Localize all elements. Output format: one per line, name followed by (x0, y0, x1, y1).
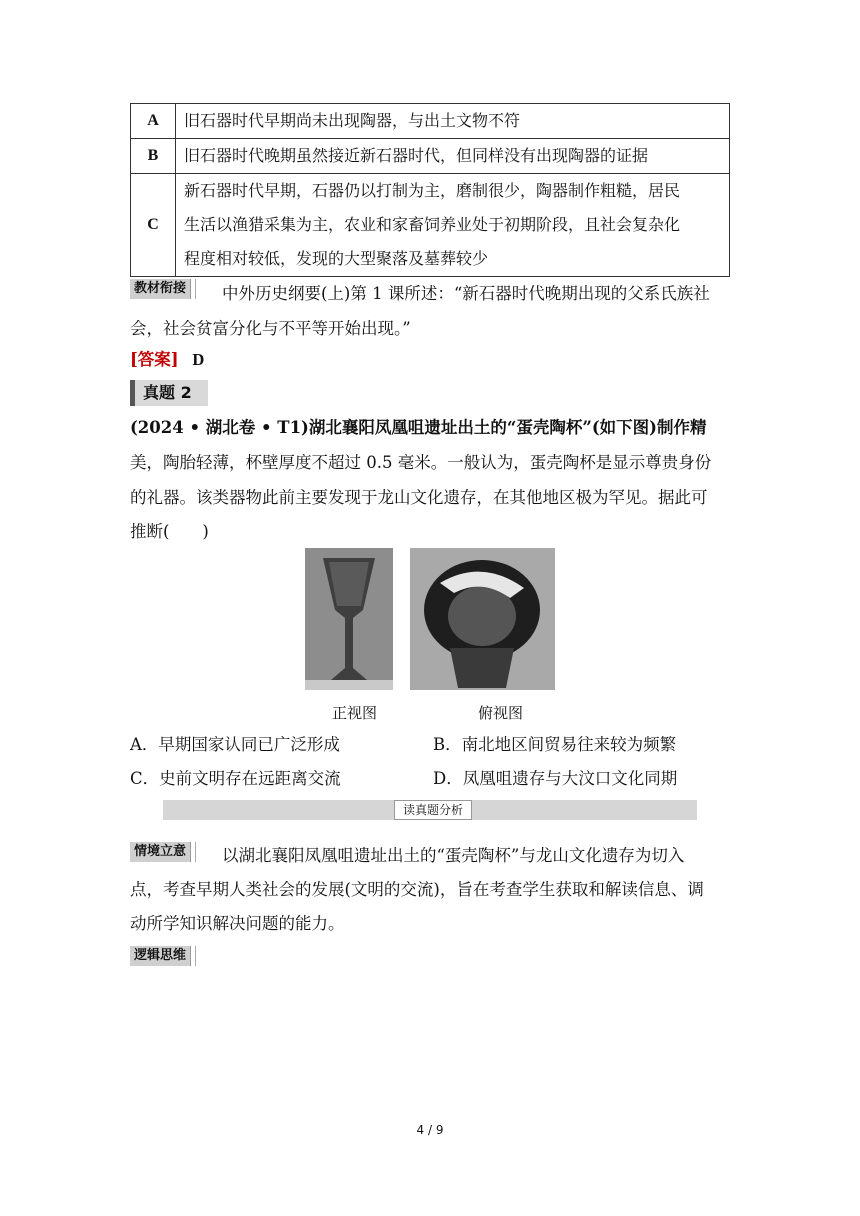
page-number: 4 / 9 (416, 1123, 444, 1137)
question-line: 的礼器。该类器物此前主要发现于龙山文化遗存，在其他地区极为罕见。据此可 (130, 488, 708, 507)
answer-value: D (192, 350, 205, 369)
options-table (130, 103, 730, 277)
question-title: 真题 2 (130, 380, 208, 406)
context-tag: 情境立意 (130, 842, 191, 862)
answer-label: [答案] (130, 350, 179, 369)
choice-c: C．史前文明存在远距离交流 (130, 769, 341, 788)
choice-b: B．南北地区间贸易往来较为频繁 (433, 735, 677, 754)
analysis-line: 生活以渔猎采集为主，农业和家畜饲养业处于初期阶段，且社会复杂化 (184, 215, 681, 234)
textbook-link-line: 会，社会贫富分化与不平等开始出现。” (130, 319, 411, 338)
option-analysis: 旧石器时代早期尚未出现陶器，与出土文物不符 (176, 104, 730, 139)
cup-front-view-image (305, 548, 393, 690)
context-line: 以湖北襄阳凤凰咀遗址出土的“蛋壳陶杯”与龙山文化遗存为切入 (222, 846, 685, 865)
analysis-line: 新石器时代早期，石器仍以打制为主，磨制很少，陶器制作粗糙，居民 (184, 181, 681, 200)
context-line: 动所学知识解决问题的能力。 (130, 914, 345, 933)
top-view-caption: 俯视图 (478, 704, 524, 722)
choice-d: D．凤凰咀遗存与大汶口文化同期 (433, 769, 678, 788)
table-row (131, 174, 730, 277)
table-row (131, 104, 730, 139)
question-line: 美，陶胎轻薄，杯壁厚度不超过 0.5 毫米。一般认为，蛋壳陶杯是显示尊贵身份 (130, 453, 712, 472)
cup-front-view-photo (305, 548, 393, 690)
context-line: 点，考查早期人类社会的发展(文明的交流)，旨在考查学生获取和解读信息、调 (130, 880, 704, 899)
question-line: 推断( ) (130, 522, 209, 541)
answer-line (130, 342, 204, 377)
analysis-banner-label: 读真题分析 (394, 800, 472, 820)
option-key: B (131, 139, 176, 174)
option-key: C (131, 174, 176, 277)
option-key: A (131, 104, 176, 139)
textbook-link-line: 中外历史纲要(上)第 1 课所述：“新石器时代晚期出现的父系氏族社 (222, 284, 710, 303)
cup-top-view-photo (410, 548, 555, 690)
logic-tag: 逻辑思维 (130, 946, 191, 966)
analysis-line: 程度相对较低，发现的大型聚落及墓葬较少 (184, 249, 489, 268)
cup-top-view-image (410, 548, 555, 690)
option-analysis: 旧石器时代晚期虽然接近新石器时代，但同样没有出现陶器的证据 (176, 139, 730, 174)
front-view-caption: 正视图 (332, 704, 378, 722)
choice-a: A．早期国家认同已广泛形成 (130, 735, 340, 754)
table-row (131, 139, 730, 174)
option-analysis (176, 174, 730, 277)
question-line: (2024 • 湖北卷 • T1)湖北襄阳凤凰咀遗址出土的“蛋壳陶杯”(如下图)制作精 (130, 418, 707, 437)
textbook-link-tag: 教材衔接 (130, 279, 191, 299)
